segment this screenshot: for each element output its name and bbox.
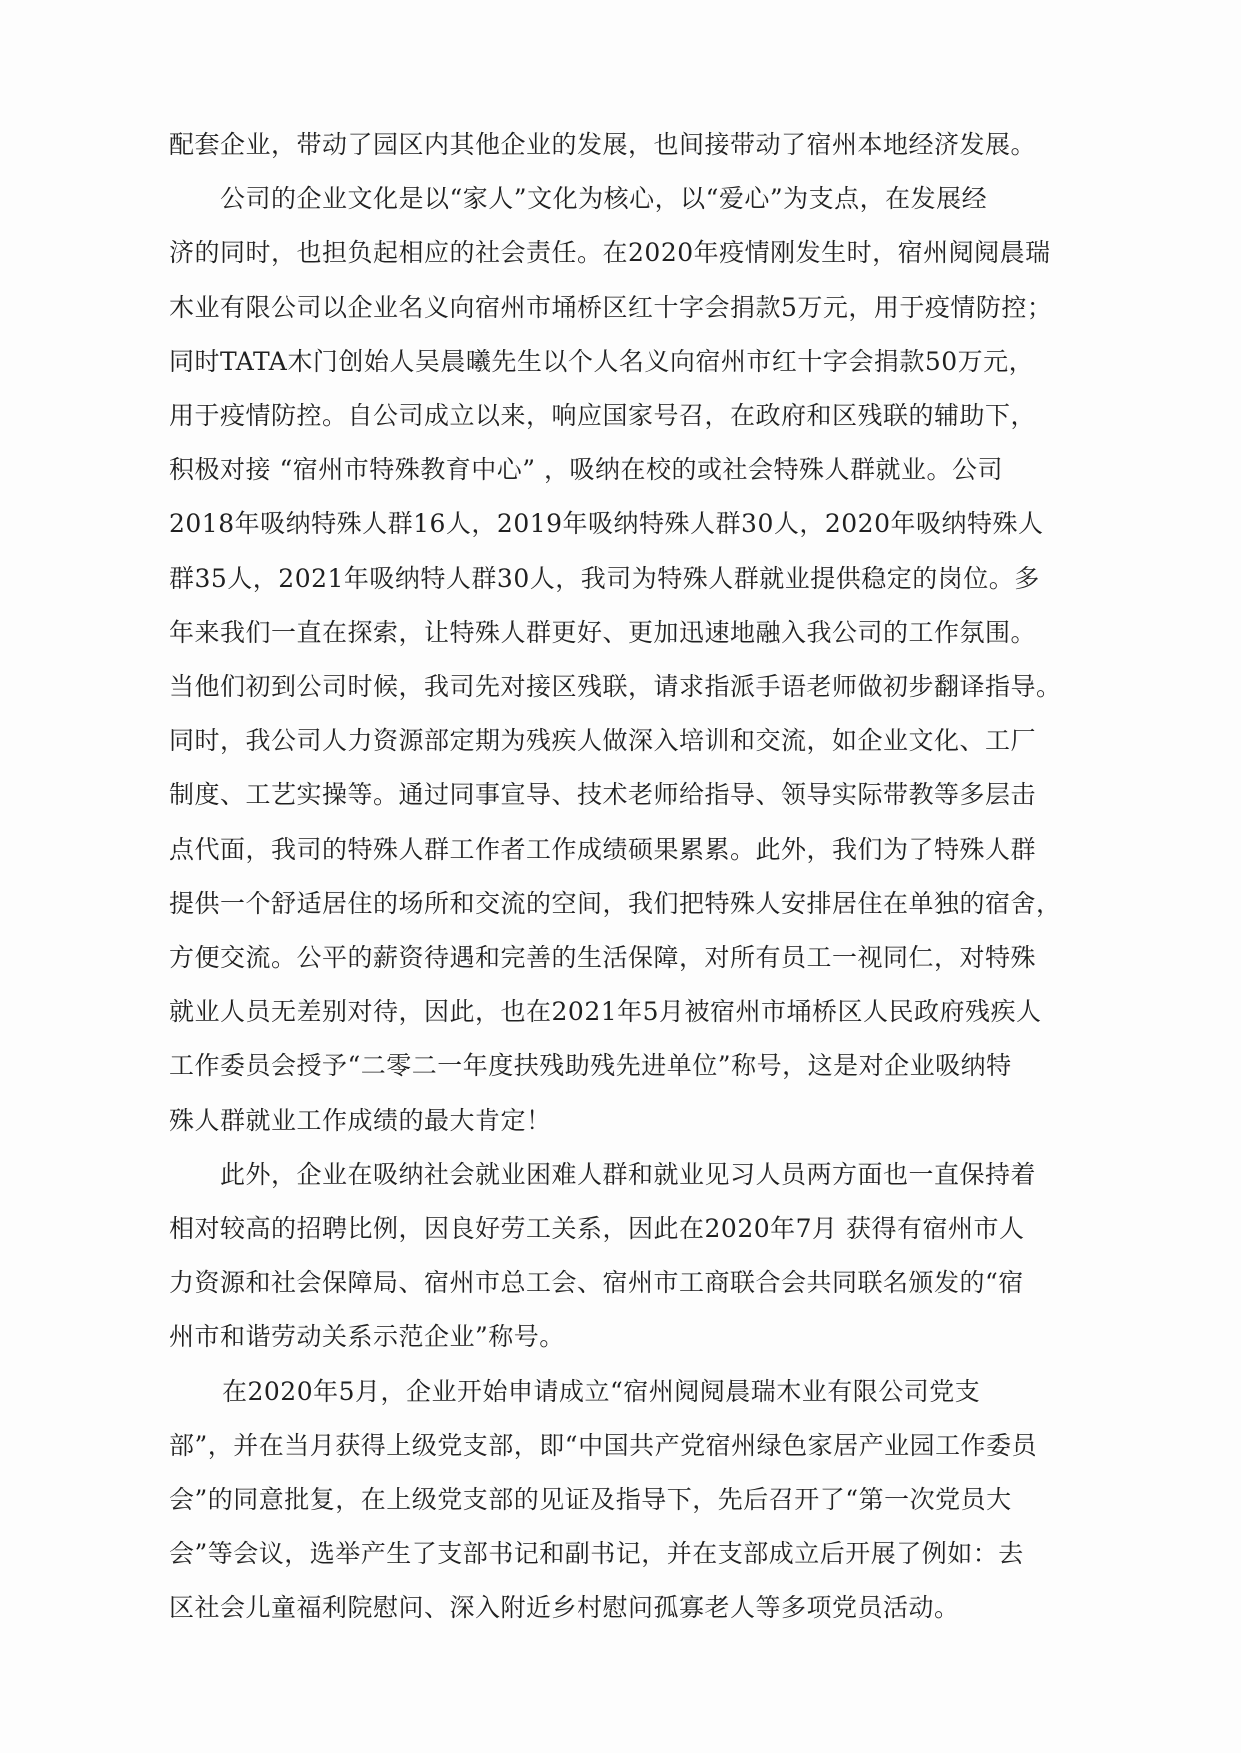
- text-line: 就业人员无差别对待，因此，也在2021年5月被宿州市埇桥区人民政府残疾人: [169, 997, 1042, 1027]
- text-line: 制度、工艺实操等。通过同事宣导、技术老师给指导、领导实际带教等多层击: [169, 780, 1037, 810]
- text-line: 相对较高的招聘比例，因良好劳工关系，因此在2020年7月 获得有宿州市人: [169, 1214, 1025, 1243]
- text-line: 年来我们一直在探索，让特殊人群更好、更加迅速地融入我公司的工作氛围。: [169, 617, 1037, 647]
- text-line: 群35人，2021年吸纳特人群30人，我司为特殊人群就业提供稳定的岗位。多: [169, 563, 1040, 593]
- text-line: 点代面，我司的特殊人群工作者工作成绩硕果累累。此外，我们为了特殊人群: [169, 834, 1037, 864]
- text-line: 工作委员会授予“二零二一年度扶残助残先进单位”称号，这是对企业吸纳特: [169, 1051, 1012, 1081]
- text-line: 会”的同意批复，在上级党支部的见证及指导下，先后召开了“第一次党员大: [169, 1485, 1012, 1514]
- text-line: 同时TATA木门创始人吴晨曦先生以个人名义向宿州市红十字会捐款50万元，: [169, 346, 1035, 376]
- text-line: 此外，企业在吸纳社会就业困难人群和就业见习人员两方面也一直保持着: [220, 1159, 1037, 1189]
- text-line: 用于疫情防控。自公司成立以来，响应国家号召，在政府和区残联的辅助下，: [169, 401, 1037, 430]
- text-line: 部”，并在当月获得上级党支部，即“中国共产党宿州绿色家居产业园工作委员: [169, 1430, 1038, 1460]
- text-line: 方便交流。公平的薪资待遇和完善的生活保障，对所有员工一视同仁，对特殊: [169, 943, 1037, 972]
- text-line: 力资源和社会保障局、宿州市总工会、宿州市工商联合会共同联名颁发的“宿: [169, 1268, 1024, 1298]
- text-line: 公司的企业文化是以“家人”文化为核心，以“爱心”为支点，在发展经: [220, 184, 988, 214]
- text-line: 在2020年5月，企业开始申请成立“宿州阋阋晨瑞木业有限公司党支: [222, 1376, 981, 1406]
- text-line: 区社会儿童福利院慰问、深入附近乡村慰问孤寡老人等多项党员活动。: [169, 1593, 960, 1623]
- text-line: 木业有限公司以企业名义向宿州市埇桥区红十字会捐款5万元，用于疫情防控；: [169, 292, 1053, 322]
- text-line: 济的同时，也担负起相应的社会责任。在2020年疫情刚发生时，宿州阋阋晨瑞: [169, 238, 1051, 268]
- text-line: 2018年吸纳特殊人群16人，2019年吸纳特殊人群30人，2020年吸纳特殊人: [169, 509, 1044, 539]
- text-line: 同时，我公司人力资源部定期为残疾人做深入培训和交流，如企业文化、工厂: [169, 726, 1037, 756]
- text-line: 州市和谐劳动关系示范企业”称号。: [169, 1322, 565, 1352]
- text-line: 当他们初到公司时候，我司先对接区残联，请求指派手语老师做初步翻译指导。: [169, 672, 1062, 701]
- text-line: 殊人群就业工作成绩的最大肯定！: [169, 1105, 552, 1135]
- text-line: 提供一个舒适居住的场所和交流的空间，我们把特殊人安排居住在单独的宿舍，: [169, 888, 1062, 918]
- text-line: 配套企业，带动了园区内其他企业的发展，也间接带动了宿州本地经济发展。: [169, 130, 1037, 159]
- text-line: 会”等会议，选举产生了支部书记和副书记，并在支部成立后开展了例如：去: [169, 1539, 1024, 1569]
- text-line: 积极对接 “宿州市特殊教育中心” ，吸纳在校的或社会特殊人群就业。公司: [169, 455, 1003, 485]
